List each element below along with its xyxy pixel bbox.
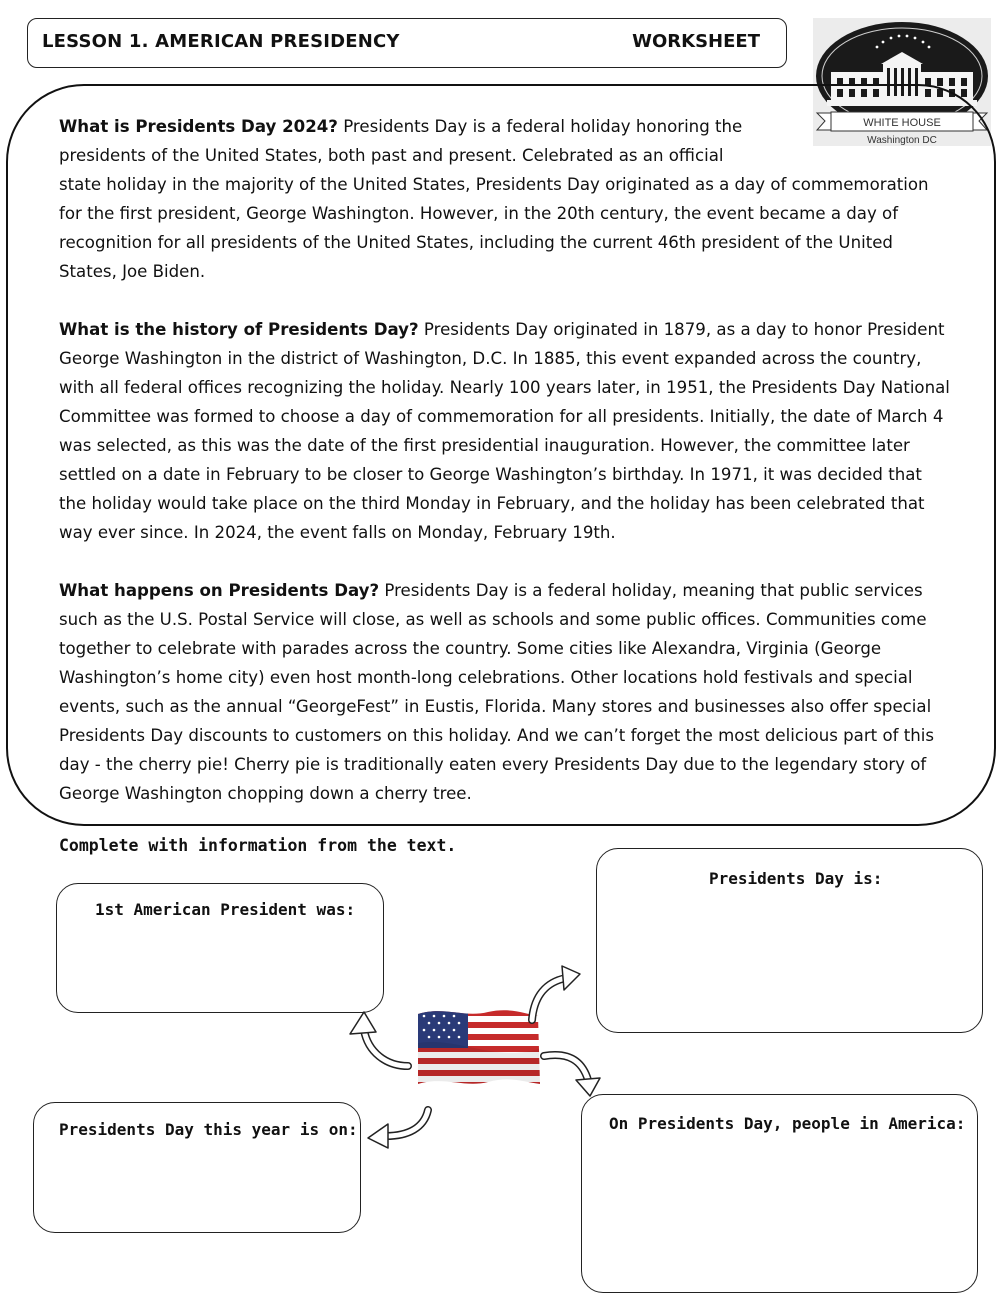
answer-what-is: Presidents Day is a federal holiday honoring the presidents of the United States, both past and present. Celebrated as an official state holiday in the majority of the United States, Presidents Day originated as a day of commemoration for the first president, George Washington. However, in the 20th century, the event became a day of recognition for all presidents of the United States, including the current 46th president of the United States, Joe Biden. bbox=[59, 117, 929, 281]
arrow-to-this-year-on-icon bbox=[364, 1104, 436, 1152]
paragraph-what-happens bbox=[59, 576, 954, 808]
arrow-to-presidents-day-is-icon bbox=[522, 960, 584, 1026]
answer-history: Presidents Day originated in 1879, as a day to honor President George Washington in the district of Washington, D.C. In 1885, this event expanded across the country, with all federal offices recognizing the holiday. Nearly 100 years later, in 1951, the Presidents Day National Committee was formed to choose a day of commemoration for all presidents. Initially, the date of March 4 was selected, as this was the date of the first presidential inauguration. However, the committee later settled on a date in February to be closer to George Washington’s birthday. In 1971, it was decided that the holiday would take place on the third Monday in February, and the holiday has been celebrated that way ever since. In 2024, the event falls on Monday, February 19th. bbox=[59, 320, 950, 542]
box-first-president bbox=[56, 883, 384, 1013]
box-presidents-day-is bbox=[596, 848, 983, 1033]
paragraph-history bbox=[59, 315, 954, 547]
exercise-instruction: Complete with information from the text. bbox=[59, 836, 457, 855]
lesson-title: LESSON 1. AMERICAN PRESIDENCY bbox=[42, 31, 400, 52]
label-presidents-day-is: Presidents Day is: bbox=[709, 869, 883, 888]
box-this-year-on bbox=[33, 1102, 361, 1233]
arrow-to-people-in-america-icon bbox=[540, 1046, 606, 1098]
label-this-year-on: Presidents Day this year is on: bbox=[59, 1120, 358, 1139]
input-first-president[interactable] bbox=[73, 928, 367, 998]
question-what-is: What is Presidents Day 2024? bbox=[59, 117, 338, 136]
logo-banner-text: WHITE HOUSE bbox=[863, 117, 941, 129]
arrow-to-first-president-icon bbox=[346, 1008, 416, 1074]
input-presidents-day-is[interactable] bbox=[613, 893, 966, 1018]
logo-caption: Washington DC bbox=[867, 135, 937, 146]
worksheet-label: WORKSHEET bbox=[632, 31, 760, 52]
question-what-happens: What happens on Presidents Day? bbox=[59, 581, 380, 600]
input-this-year-on[interactable] bbox=[50, 1147, 344, 1218]
label-people-in-america: On Presidents Day, people in America: bbox=[609, 1114, 966, 1133]
answer-what-happens: Presidents Day is a federal holiday, meaning that public services such as the U.S. Postal Service will close, as well as schools and some public offices. Communities come together to celebrate with parades across the country. Some cities like Alexandra, Virginia (George Washington’s home city) even host month-long celebrations. Other locations hold festivals and special events, such as the annual “GeorgeFest” in Eustis, Florida. Many stores and businesses also offer special Presidents Day discounts to customers on this holiday. And we can’t forget the most delicious part of this day - the cherry pie! Cherry pie is traditionally eaten every Presidents Day due to the legendary story of George Washington chopping down a cherry tree. bbox=[59, 581, 935, 803]
box-people-in-america bbox=[581, 1094, 978, 1293]
input-people-in-america[interactable] bbox=[598, 1139, 961, 1278]
label-first-president: 1st American President was: bbox=[95, 900, 356, 919]
reading-passage bbox=[59, 112, 954, 837]
lesson-header bbox=[27, 18, 787, 68]
question-history: What is the history of Presidents Day? bbox=[59, 320, 419, 339]
